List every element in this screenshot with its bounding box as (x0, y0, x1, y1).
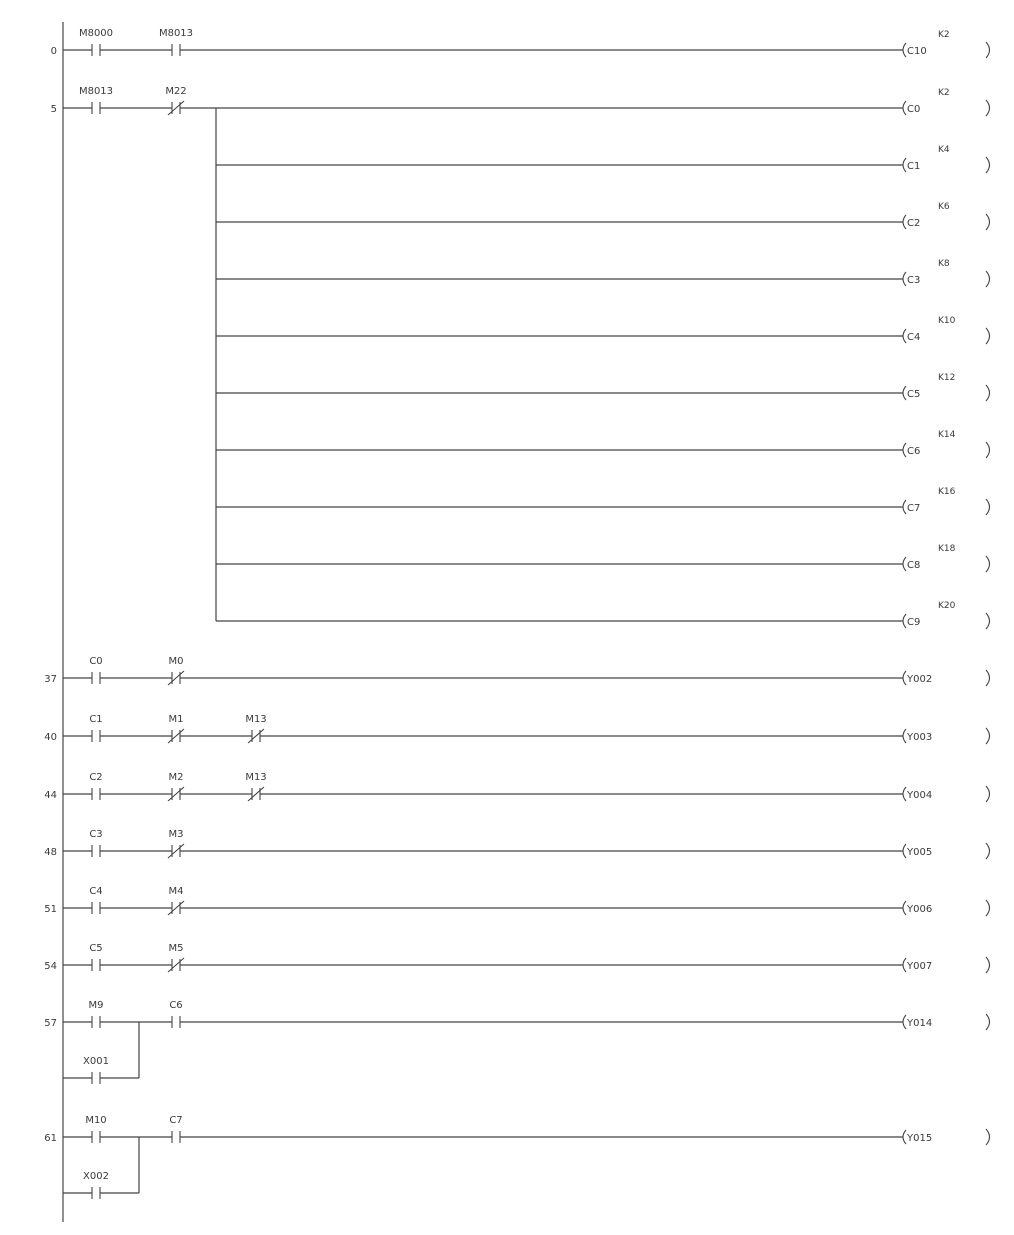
step-number: 48 (44, 847, 57, 858)
no-contact (83, 1056, 109, 1084)
coil-label: Y014 (907, 1018, 933, 1029)
coil-constant: K8 (938, 259, 950, 269)
output-coil (903, 900, 990, 916)
coil-open-paren (903, 101, 906, 115)
contact-label: X001 (83, 1056, 109, 1067)
coil-open-paren (903, 329, 906, 343)
no-contact (169, 1115, 182, 1143)
rung (44, 714, 989, 744)
output-coil (903, 373, 990, 401)
no-contact (79, 86, 113, 114)
coil-open-paren (903, 614, 906, 628)
no-contact (169, 1000, 182, 1028)
rungs (44, 28, 989, 1199)
output-coil (903, 843, 990, 859)
contact-label: M1 (168, 714, 184, 725)
coil-open-paren (903, 958, 906, 972)
coil-label: C2 (907, 218, 921, 229)
nc-contact (168, 772, 184, 801)
coil-open-paren (903, 43, 906, 57)
coil-open-paren (903, 386, 906, 400)
contact-label: M8013 (158, 28, 194, 39)
contact-label: M2 (168, 772, 184, 783)
coil-close-paren (986, 957, 990, 973)
step-number: 61 (44, 1133, 57, 1144)
coil-label: Y006 (907, 904, 933, 915)
contact-label: M3 (168, 829, 184, 840)
coil-label: C1 (907, 161, 921, 172)
rung (44, 772, 989, 802)
coil-close-paren (986, 442, 990, 458)
coil-label: Y015 (907, 1133, 933, 1144)
coil-open-paren (903, 1130, 906, 1144)
no-contact (83, 1171, 109, 1199)
output-coil (903, 786, 990, 802)
coil-close-paren (986, 843, 990, 859)
no-contact (89, 829, 102, 857)
output-coil (903, 544, 990, 572)
rung (51, 86, 990, 629)
nc-contact (165, 86, 186, 115)
contact-label: M22 (165, 86, 187, 97)
output-coil (903, 670, 990, 686)
no-contact (89, 943, 102, 971)
coil-constant: K2 (938, 30, 950, 40)
contact-label: M13 (245, 714, 267, 725)
coil-close-paren (986, 157, 990, 173)
coil-label: C9 (907, 617, 921, 628)
coil-label: C3 (907, 275, 921, 286)
coil-open-paren (903, 729, 906, 743)
coil-label: C7 (907, 503, 921, 514)
rung (51, 28, 990, 58)
coil-close-paren (986, 1014, 990, 1030)
coil-label: C6 (907, 446, 921, 457)
coil-close-paren (986, 328, 990, 344)
contact-label: M8013 (78, 86, 114, 97)
no-contact (89, 1000, 104, 1028)
output-coil (903, 30, 990, 58)
coil-constant: K4 (938, 145, 950, 155)
output-coil (903, 957, 990, 973)
contact-label: X002 (83, 1171, 109, 1182)
nc-contact (168, 714, 184, 743)
coil-open-paren (903, 901, 906, 915)
contact-label: M9 (88, 1000, 104, 1011)
coil-label: C10 (907, 46, 927, 57)
step-number: 40 (44, 732, 57, 743)
coil-open-paren (903, 1015, 906, 1029)
no-contact (79, 28, 113, 56)
contact-label: C1 (89, 714, 103, 725)
contact-label: M10 (85, 1115, 107, 1126)
contact-label: C3 (89, 829, 103, 840)
coil-label: Y002 (907, 674, 933, 685)
output-coil (903, 487, 990, 515)
coil-label: Y007 (907, 961, 933, 972)
no-contact (89, 886, 102, 914)
step-number: 37 (44, 674, 57, 685)
step-number: 5 (50, 104, 57, 115)
output-coil (903, 259, 990, 287)
coil-constant: K14 (938, 430, 956, 440)
rung (44, 943, 989, 973)
coil-constant: K16 (938, 487, 956, 497)
coil-close-paren (986, 385, 990, 401)
output-coil (903, 88, 990, 116)
coil-open-paren (903, 272, 906, 286)
coil-close-paren (986, 42, 990, 58)
coil-open-paren (903, 557, 906, 571)
output-coil (903, 316, 990, 344)
coil-constant: K12 (938, 373, 956, 383)
coil-open-paren (903, 844, 906, 858)
coil-label: Y005 (907, 847, 933, 858)
no-contact (89, 656, 102, 684)
contact-label: C2 (89, 772, 103, 783)
contact-label: C6 (169, 1000, 183, 1011)
output-coil (903, 430, 990, 458)
rung (44, 1000, 989, 1084)
rung (44, 886, 989, 916)
contact-label: M13 (245, 772, 267, 783)
nc-contact (245, 714, 266, 743)
contact-label: M0 (168, 656, 184, 667)
contact-label: C7 (169, 1115, 183, 1126)
coil-close-paren (986, 214, 990, 230)
no-contact (85, 1115, 106, 1143)
rung (44, 1115, 989, 1199)
coil-close-paren (986, 613, 990, 629)
step-number: 57 (44, 1018, 57, 1029)
output-coil (903, 601, 990, 629)
step-number: 44 (44, 790, 57, 801)
step-number: 54 (44, 961, 57, 972)
coil-close-paren (986, 900, 990, 916)
no-contact (89, 772, 102, 800)
contact-label: M8000 (78, 28, 114, 39)
coil-open-paren (903, 443, 906, 457)
contact-label: M4 (168, 886, 184, 897)
coil-label: Y004 (907, 790, 933, 801)
no-contact (89, 714, 102, 742)
no-contact (159, 28, 193, 56)
coil-open-paren (903, 215, 906, 229)
output-coil (903, 1014, 990, 1030)
contact-label: C0 (89, 656, 103, 667)
coil-open-paren (903, 787, 906, 801)
coil-constant: K10 (938, 316, 956, 326)
step-number: 0 (50, 46, 57, 57)
coil-label: C8 (907, 560, 921, 571)
output-coil (903, 145, 990, 173)
nc-contact (168, 656, 184, 685)
coil-constant: K20 (938, 601, 956, 611)
nc-contact (168, 943, 184, 972)
coil-constant: K6 (938, 202, 950, 212)
coil-close-paren (986, 786, 990, 802)
rung (44, 656, 989, 686)
coil-label: C4 (907, 332, 921, 343)
coil-constant: K2 (938, 88, 950, 98)
output-coil (903, 728, 990, 744)
contact-label: C5 (89, 943, 103, 954)
nc-contact (168, 886, 184, 915)
step-number: 51 (44, 904, 57, 915)
coil-close-paren (986, 100, 990, 116)
coil-open-paren (903, 671, 906, 685)
contact-label: M5 (168, 943, 184, 954)
output-coil (903, 202, 990, 230)
coil-close-paren (986, 271, 990, 287)
coil-label: C0 (907, 104, 921, 115)
nc-contact (168, 829, 184, 858)
coil-open-paren (903, 158, 906, 172)
rung (44, 829, 989, 859)
coil-label: Y003 (907, 732, 933, 743)
coil-close-paren (986, 670, 990, 686)
coil-close-paren (986, 499, 990, 515)
nc-contact (245, 772, 266, 801)
output-coil (903, 1129, 990, 1145)
contact-label: C4 (89, 886, 103, 897)
coil-open-paren (903, 500, 906, 514)
coil-constant: K18 (938, 544, 956, 554)
coil-close-paren (986, 556, 990, 572)
coil-close-paren (986, 728, 990, 744)
coil-close-paren (986, 1129, 990, 1145)
coil-label: C5 (907, 389, 921, 400)
